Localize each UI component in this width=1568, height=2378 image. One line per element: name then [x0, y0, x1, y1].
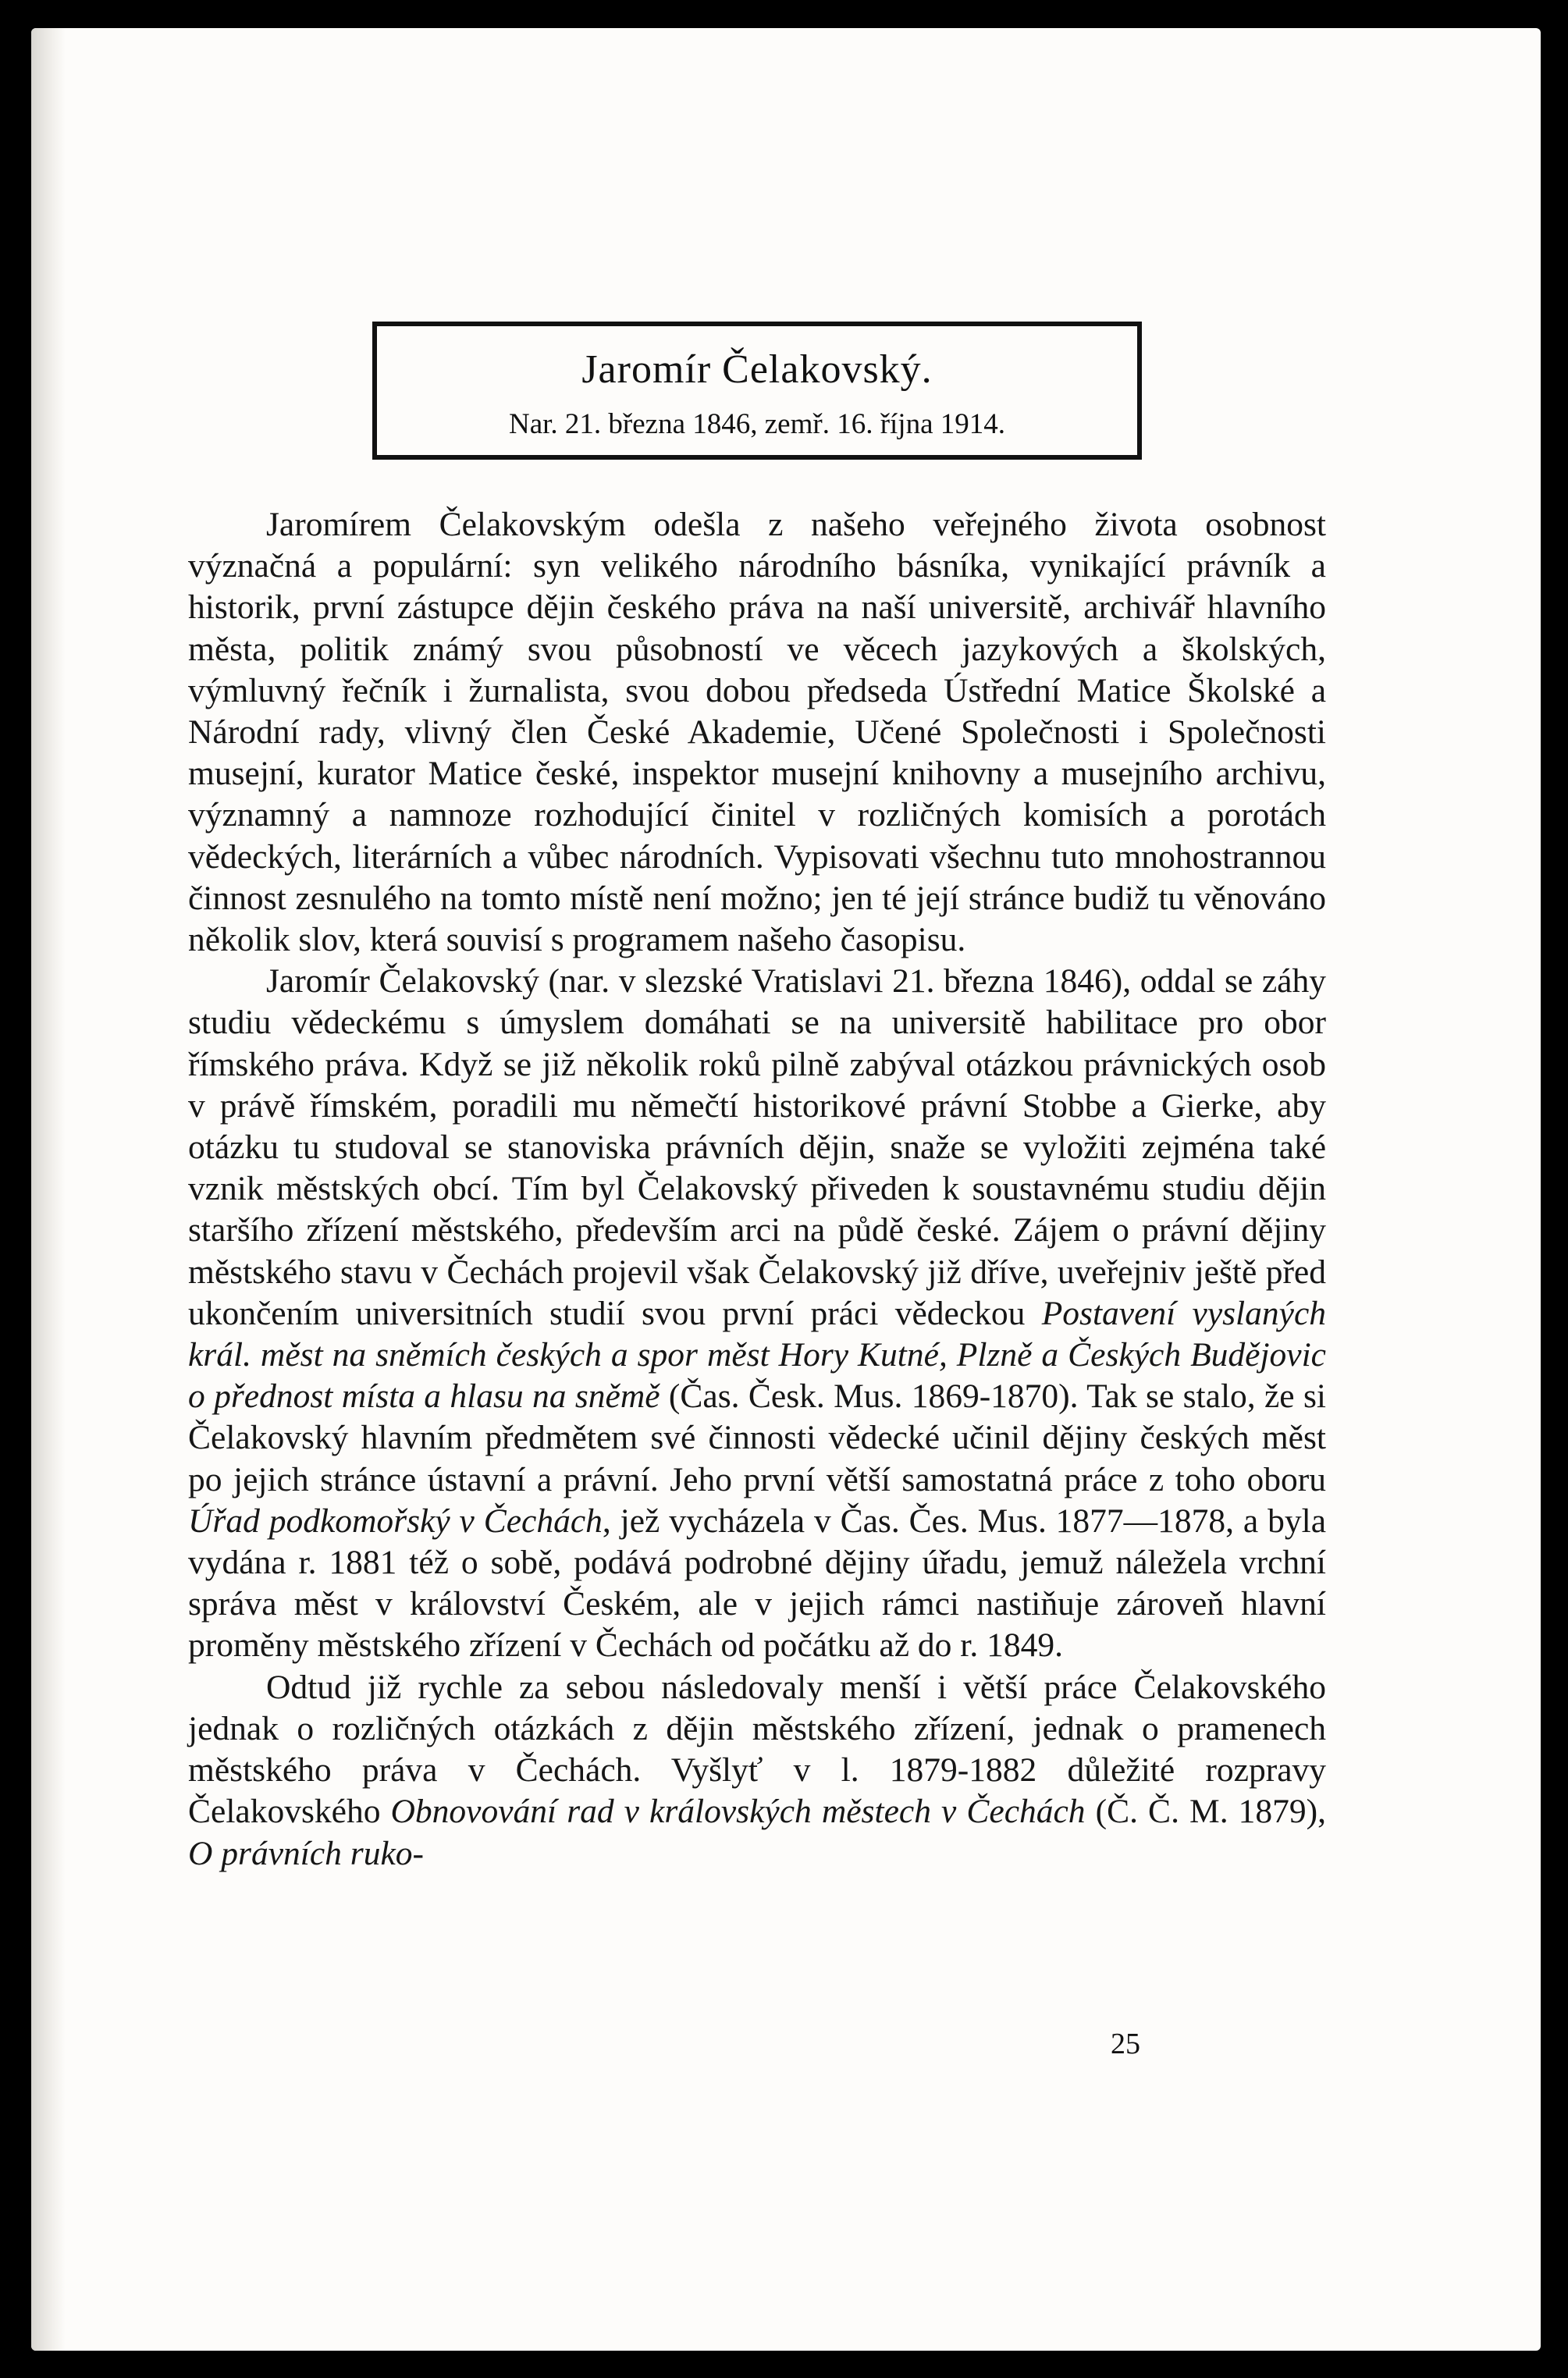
article-body	[188, 504, 1326, 1875]
obituary-name: Jaromír Čelakovský.	[581, 347, 933, 392]
paragraph-text: (Čas. Česk. Mus. 1869-1870). Tak se stalo, že si Čelakovský hlavním předmětem své činnosti vědecké učinil dějiny českých měst po jejich stránce ústavní a právní. Jeho první větší samostatná práce z toho oboru	[188, 1377, 1326, 1498]
paragraph-text: , jež vycházela v Čas. Čes. Mus. 1877—1878, a byla vydána r. 1881 též o sobě, podává podrobné dějiny úřadu, jemuž náležela vrchní správa měst v království Českém, ale v jejich rámci nastiňuje zároveň hlavní proměny městského zřízení v Čechách od počátku až do r. 1849.	[188, 1502, 1327, 1665]
paragraph-3	[188, 1667, 1326, 1875]
italic-title: Obnovování rad v královských městech v Čechách	[390, 1793, 1086, 1831]
italic-title: Úřad podkomořský v Čechách	[188, 1502, 603, 1540]
paragraph-text: (Č. Č. M. 1879),	[1085, 1793, 1326, 1831]
paragraph-2	[188, 961, 1326, 1666]
paragraph-text: Jaromír Čelakovský (nar. v slezské Vratislavi 21. března 1846), oddal se záhy studiu vědeckému s úmyslem domáhati se na universitě habilitace pro obor římského práva. Když se již několik roků pilně zabýval otázkou právnických osob v právě římském, poradili mu němečtí historikové právní Stobbe a Gierke, aby otázku tu studoval se stanoviska právních dějin, snaže se vyložiti zejména také vznik městských obcí. Tím byl Čelakovský přiveden k soustavnému studiu dějin staršího zřízení městského, především arci na půdě české. Zájem o právní dějiny městského stavu v Čechách projevil však Čelakovský již dříve, uveřejniv ještě před ukončením universitních studií svou první práci vědeckou	[188, 962, 1326, 1332]
page-edge-shadow	[31, 28, 66, 2351]
page-number: 25	[1111, 2028, 1140, 2060]
obituary-dates: Nar. 21. března 1846, zemř. 16. října 1914.	[508, 408, 1005, 440]
paragraph-text: Jaromírem Čelakovským odešla z našeho veřejného života osobnost význačná a populární: syn velikého národního básníka, vynikající právník a historik, první zástupce dějin českého práva na naší universitě, archivář hlavního města, politik známý svou působností ve věcech jazykových a školských, výmluvný řečník i žurnalista, svou dobou předseda Ústřední Matice Školské a Národní rady, vlivný člen České Akademie, Učené Společnosti i Společnosti musejní, kurator Matice české, inspektor musejní knihovny a musejního archivu, významný a namnoze rozhodující činitel v rozličných komisích a porotách vědeckých, literárních a vůbec národních. Vypisovati všechnu tuto mnohostrannou činnost zesnulého na tomto místě není možno; jen té její stránce budiž tu věnováno několik slov, která souvisí s programem našeho časopisu.	[188, 506, 1326, 959]
italic-title: O právních ruko-	[188, 1834, 425, 1872]
obituary-header-box	[372, 322, 1142, 460]
paragraph-1	[188, 504, 1326, 961]
book-page	[31, 28, 1541, 2351]
italic-title: Postavení vyslaných král. měst na sněmích českých a spor měst Hory Kutné, Plzně a Českých Budějovic o přednost místa a hlasu na sněmě	[188, 1294, 1327, 1416]
paragraph-text: Odtud již rychle za sebou následovaly menší i větší práce Čelakovského jednak o rozličných otázkách z dějin městského zřízení, jednak o pramenech městského práva v Čechách. Vyšlyť v l. 1879-1882 důležité rozpravy Čelakovského	[188, 1668, 1326, 1831]
